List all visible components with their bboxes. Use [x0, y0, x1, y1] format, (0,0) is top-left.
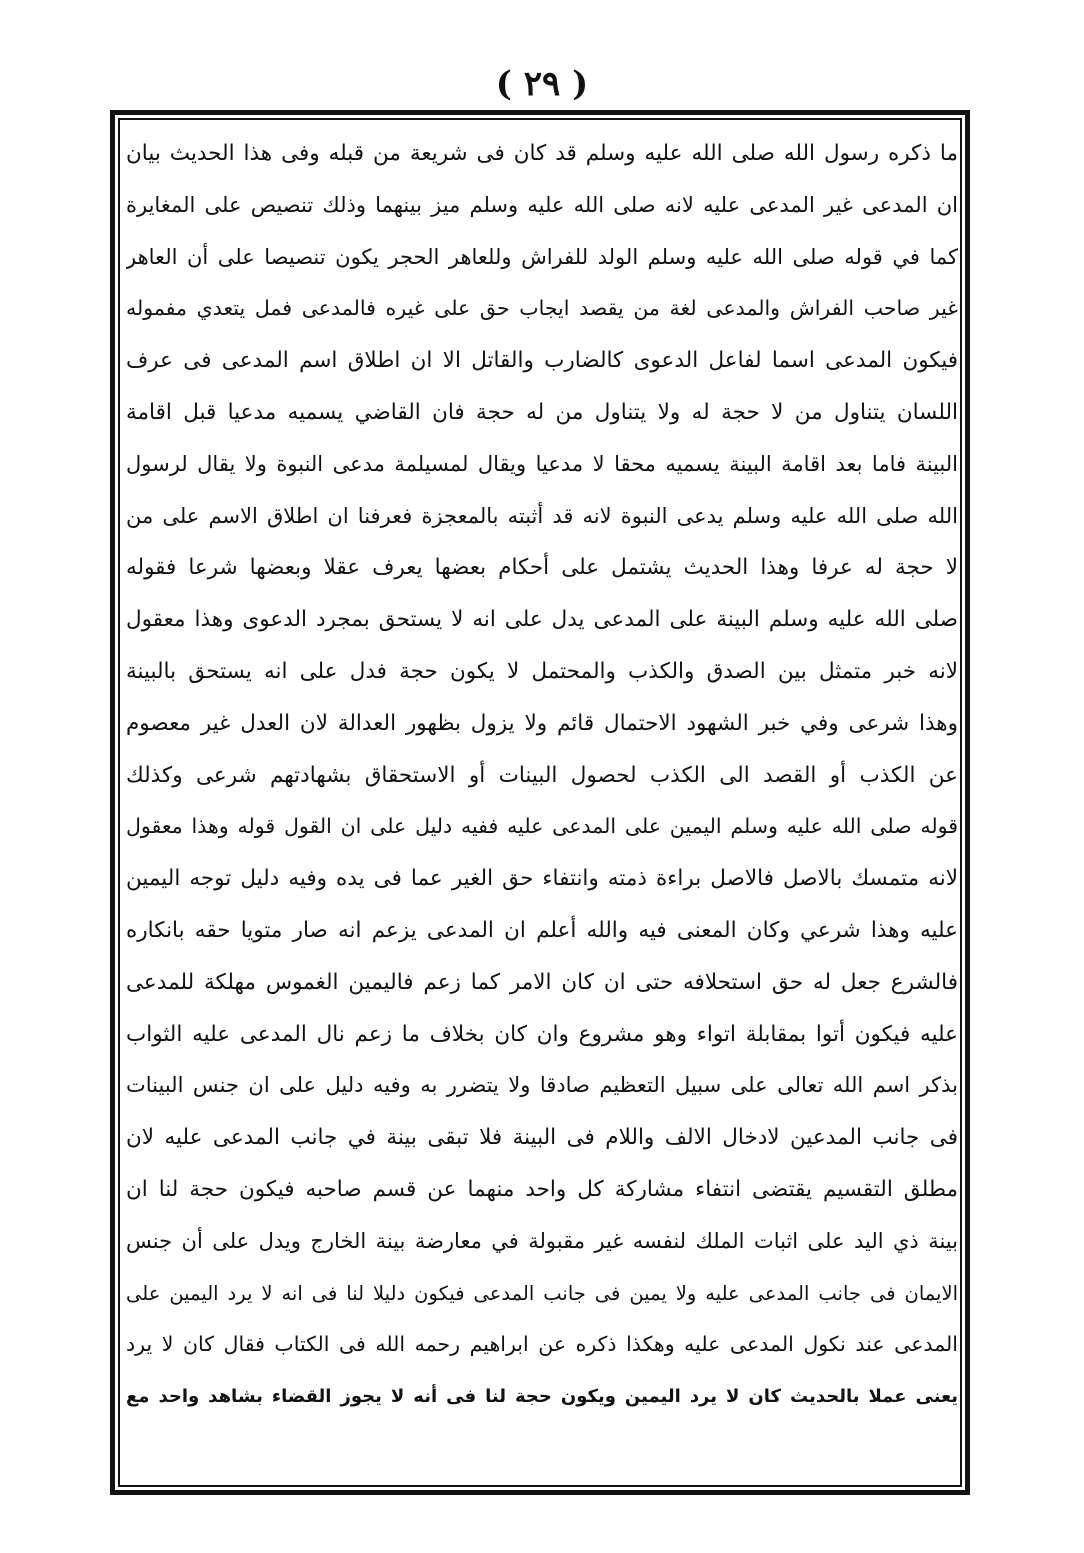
text-line: فيكون المدعى اسما لفاعل الدعوى كالضارب والقاتل الا ان اطلاق اسم المدعى فى عرف [126, 348, 958, 374]
text-line: عن الكذب أو القصد الى الكذب لحصول البينات أو الاستحقاق بشهادتهم شرعى وكذلك [126, 762, 958, 788]
text-line: عليه وهذا شرعي وكان المعنى فيه والله أعلم ان المدعى يزعم انه صار متويا حقه بانكاره [126, 917, 958, 943]
text-line: قوله صلى الله عليه وسلم اليمين على المدعى عليه ففيه دليل على ان القول قوله وهذا معقول [126, 814, 958, 839]
text-line: بينة ذي اليد على اثبات الملك لنفسه غير مقبولة في معارضة بينة الخارج ويدل على أن جنس [126, 1228, 958, 1253]
text-line: صلى الله عليه وسلم البينة على المدعى يدل على انه لا يستحق بمجرد الدعوى وهذا معقول [126, 607, 958, 633]
text-line: بذكر اسم الله تعالى على سبيل التعظيم صادقا ولا يتضرر به وفيه دليل على ان جنس البينات [126, 1073, 958, 1098]
text-line: الايمان فى جانب المدعى عليه ولا يمين فى جانب المدعى فيكون دليلا لنا فى انه لا يرد اليمين على [126, 1281, 958, 1305]
text-line: المدعى عند نكول المدعى عليه وهكذا ذكره عن ابراهيم رحمه الله فى الكتاب فقال كان لا يرد [126, 1332, 958, 1357]
text-line: فالشرع جعل له حق استحلافه حتى ان كان الامر كما زعم فاليمين الغموس مهلكة للمدعى [126, 969, 958, 995]
text-line: كما في قوله صلى الله عليه وسلم الولد للفراش وللعاهر الحجر يكون تنصيصا على أن العاهر [126, 244, 958, 269]
body-text [126, 128, 958, 1480]
text-line: ان المدعى غير المدعى عليه لانه صلى الله عليه وسلم ميز بينهما وذلك تنصيص على المغايرة [126, 192, 958, 217]
text-line: لا حجة له عرفا وهذا الحديث يشتمل على أحكام بعضها يعرف عقلا وبعضها شرعا فقوله [126, 555, 958, 581]
text-line: لانه خبر متمثل بين الصدق والكذب والمحتمل لا يكون حجة فدل على انه يستحق بالبينة [126, 658, 958, 684]
text-line: لانه متمسك بالاصل فالاصل براءة ذمته وانتفاء حق الغير عما فى يده وفيه دليل توجه اليمين [126, 866, 958, 892]
page-number: ( ٢٩ ) [495, 64, 589, 104]
text-line: ما ذكره رسول الله صلى الله عليه وسلم قد كان فى شريعة من قبله وفى هذا الحديث بيان [126, 141, 958, 166]
text-line: البينة فاما بعد اقامة البينة يسميه محقا لا مدعيا ويقال لمسيلمة مدعى النبوة ولا يقال لرسول [126, 451, 958, 476]
text-line: مطلق التقسيم يقتضى انتفاء مشاركة كل واحد منهما عن قسم صاحبه فيكون حجة لنا ان [126, 1176, 958, 1202]
text-line: وهذا شرعى وفي خبر الشهود الاحتمال قائم ولا يزول بظهور العدالة لان العدل غير معصوم [126, 710, 958, 736]
text-line: الله صلى الله عليه وسلم يدعى النبوة لانه قد أثبته بالمعجزة فعرفنا ان اطلاق الاسم على من [126, 503, 958, 528]
text-line: عليه فيكون أتوا بمقابلة اتواء وهو مشروع وان كان بخلاف ما زعم نال المدعى عليه الثواب [126, 1021, 958, 1047]
text-line: يعنى عملا بالحديث كان لا يرد اليمين ويكون حجة لنا فى أنه لا يجوز القضاء بشاهد واحد مع [126, 1386, 958, 1408]
text-line: فى جانب المدعين لادخال الالف واللام فى البينة فلا تبقى بينة في جانب المدعى عليه لان [126, 1125, 958, 1151]
text-line: اللسان يتناول من لا حجة له ولا يتناول من له حجة فان القاضي يسميه مدعيا قبل اقامة [126, 399, 958, 425]
text-line: غير صاحب الفراش والمدعى لغة من يقصد ايجاب حق على غيره فالمدعى فمل يتعدي مفموله [126, 296, 958, 321]
